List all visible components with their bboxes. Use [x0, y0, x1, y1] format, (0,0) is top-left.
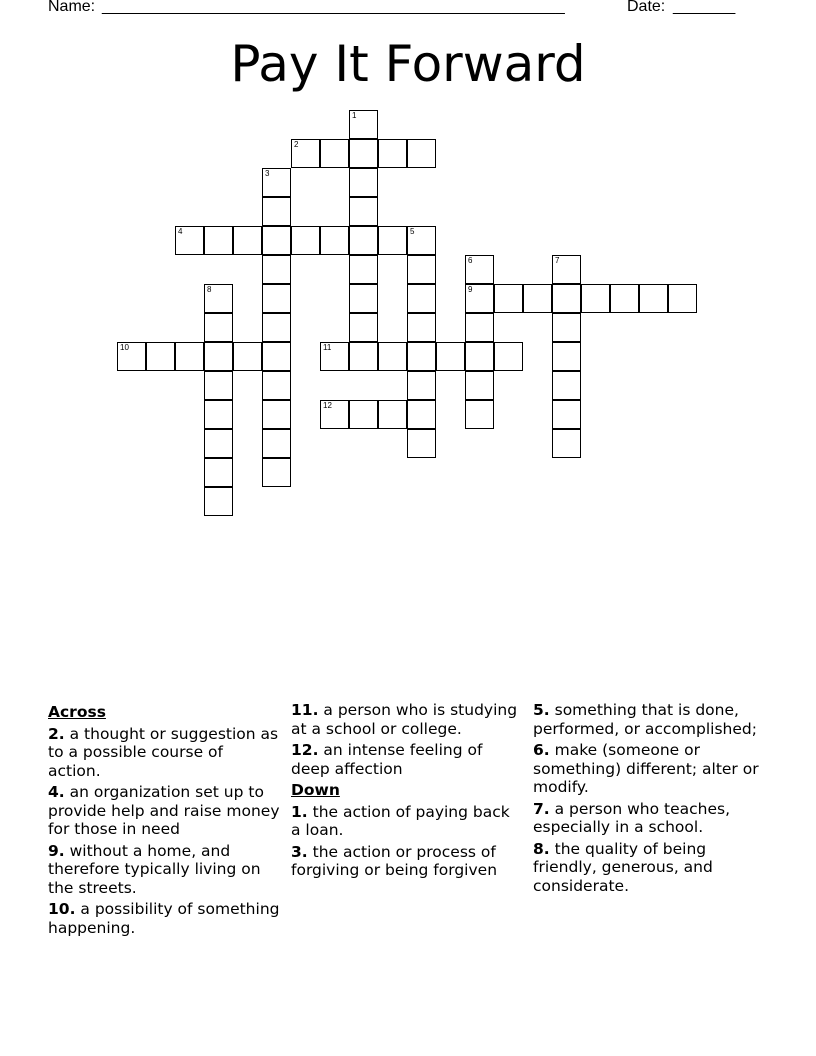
crossword-cell[interactable] — [204, 429, 233, 458]
crossword-cell[interactable] — [320, 400, 349, 429]
crossword-cell[interactable] — [204, 226, 233, 255]
crossword-cell[interactable] — [262, 371, 291, 400]
clues-column-3 — [533, 701, 773, 898]
clue-number: 9. — [48, 841, 65, 860]
clue-text: the action of paying back a loan. — [291, 802, 510, 839]
crossword-cell[interactable] — [175, 342, 204, 371]
clue-across-10 — [48, 900, 280, 937]
clue-text: make (someone or something) different; alter or modify. — [533, 741, 759, 796]
crossword-cell[interactable] — [262, 226, 291, 255]
clue-down-8 — [533, 840, 773, 896]
cell-number: 8 — [207, 285, 212, 294]
crossword-cell[interactable] — [204, 342, 233, 371]
clue-number: 7. — [533, 799, 550, 818]
crossword-cell[interactable] — [378, 226, 407, 255]
crossword-cell[interactable] — [378, 342, 407, 371]
crossword-cell[interactable] — [349, 168, 378, 197]
cell-number: 10 — [120, 343, 129, 352]
clue-number: 11. — [291, 701, 319, 719]
crossword-cell[interactable] — [465, 313, 494, 342]
clue-text: something that is done, performed, or accomplished; — [533, 701, 757, 738]
crossword-cell[interactable] — [349, 226, 378, 255]
clue-number: 8. — [533, 839, 550, 858]
crossword-cell[interactable] — [262, 255, 291, 284]
clue-text: a possibility of something happening. — [48, 900, 280, 937]
crossword-cell[interactable] — [262, 168, 291, 197]
crossword-cell[interactable] — [552, 255, 581, 284]
crossword-cell[interactable] — [320, 226, 349, 255]
clue-number: 2. — [48, 724, 65, 743]
clue-number: 6. — [533, 741, 550, 759]
crossword-cell[interactable] — [523, 284, 552, 313]
clue-across-2 — [48, 725, 280, 781]
crossword-cell[interactable] — [233, 226, 262, 255]
crossword-cell[interactable] — [349, 255, 378, 284]
crossword-cell[interactable] — [552, 342, 581, 371]
crossword-cell[interactable] — [494, 284, 523, 313]
cell-number: 6 — [468, 256, 473, 265]
crossword-cell[interactable] — [204, 400, 233, 429]
crossword-cell[interactable] — [407, 139, 436, 168]
clue-text: a thought or suggestion as to a possible course of action. — [48, 724, 279, 780]
crossword-cell[interactable] — [204, 371, 233, 400]
clue-text: without a home, and therefore typically living on the streets. — [48, 841, 261, 897]
crossword-cell[interactable] — [407, 313, 436, 342]
crossword-cell[interactable] — [291, 139, 320, 168]
date-blank-line[interactable]: _______ — [673, 0, 736, 15]
crossword-cell[interactable] — [175, 226, 204, 255]
crossword-cell[interactable] — [262, 313, 291, 342]
clue-number: 4. — [48, 783, 65, 801]
clue-down-7 — [533, 800, 773, 837]
clue-number: 12. — [291, 741, 319, 759]
name-label: Name: — [48, 0, 96, 15]
crossword-cell[interactable] — [552, 429, 581, 458]
cell-number: 5 — [410, 227, 415, 236]
clue-number: 1. — [291, 802, 308, 821]
clue-number: 3. — [291, 842, 308, 861]
crossword-cell[interactable] — [552, 400, 581, 429]
clues-column-1 — [48, 701, 280, 940]
crossword-cell[interactable] — [407, 429, 436, 458]
crossword-cell[interactable] — [552, 371, 581, 400]
clue-across-11 — [291, 701, 523, 738]
crossword-cell[interactable] — [117, 342, 146, 371]
crossword-cell[interactable] — [349, 313, 378, 342]
clue-down-1 — [291, 803, 523, 840]
clue-number: 5. — [533, 701, 550, 719]
clue-down-5 — [533, 701, 773, 738]
crossword-cell[interactable] — [494, 342, 523, 371]
clue-across-9 — [48, 842, 280, 898]
crossword-cell[interactable] — [349, 110, 378, 139]
cell-number: 1 — [352, 111, 357, 120]
crossword-cell[interactable] — [407, 226, 436, 255]
crossword-cell[interactable] — [465, 342, 494, 371]
crossword-cell[interactable] — [465, 284, 494, 313]
clue-text: the action or process of forgiving or being forgiven — [291, 842, 498, 879]
crossword-cell[interactable] — [262, 429, 291, 458]
crossword-cell[interactable] — [262, 342, 291, 371]
crossword-cell[interactable] — [349, 197, 378, 226]
crossword-cell[interactable] — [465, 400, 494, 429]
clue-text: a person who is studying at a school or college. — [291, 701, 518, 738]
crossword-cell[interactable] — [349, 139, 378, 168]
clue-down-6 — [533, 741, 773, 797]
crossword-cell[interactable] — [349, 342, 378, 371]
clue-text: an organization set up to provide help and raise money for those in need — [48, 783, 280, 838]
crossword-cell[interactable] — [610, 284, 639, 313]
crossword-cell[interactable] — [262, 284, 291, 313]
clues-column-2 — [291, 701, 523, 883]
cell-number: 11 — [323, 343, 332, 352]
cell-number: 7 — [555, 256, 560, 265]
cell-number: 9 — [468, 285, 473, 294]
cell-number: 2 — [294, 140, 299, 149]
name-blank-line[interactable]: ____________________________________________________ — [102, 0, 565, 15]
across-heading: Across — [48, 703, 106, 721]
crossword-cell[interactable] — [204, 458, 233, 487]
crossword-cell[interactable] — [436, 342, 465, 371]
clue-down-3 — [291, 843, 523, 880]
clue-number: 10. — [48, 900, 76, 918]
crossword-cell[interactable] — [349, 284, 378, 313]
crossword-cell[interactable] — [320, 139, 349, 168]
date-label: Date: — [627, 0, 666, 15]
crossword-cell[interactable] — [233, 342, 262, 371]
crossword-cell[interactable] — [639, 284, 668, 313]
crossword-cell[interactable] — [146, 342, 175, 371]
crossword-cell[interactable] — [407, 371, 436, 400]
crossword-cell[interactable] — [552, 284, 581, 313]
crossword-cell[interactable] — [291, 226, 320, 255]
crossword-cell[interactable] — [262, 197, 291, 226]
clue-text: the quality of being friendly, generous, and considerate. — [533, 839, 713, 895]
crossword-cell[interactable] — [262, 400, 291, 429]
down-heading: Down — [291, 781, 340, 799]
clue-across-4 — [48, 783, 280, 839]
crossword-cell[interactable] — [407, 400, 436, 429]
crossword-cell[interactable] — [407, 255, 436, 284]
crossword-cell[interactable] — [320, 342, 349, 371]
crossword-cell[interactable] — [378, 139, 407, 168]
clue-text: an intense feeling of deep affection — [291, 741, 483, 778]
crossword-cell[interactable] — [668, 284, 697, 313]
crossword-cell[interactable] — [407, 342, 436, 371]
page-title: Pay It Forward — [230, 35, 586, 93]
crossword-cell[interactable] — [465, 255, 494, 284]
crossword-cell[interactable] — [407, 284, 436, 313]
crossword-cell[interactable] — [465, 371, 494, 400]
crossword-cell[interactable] — [262, 458, 291, 487]
crossword-cell[interactable] — [378, 400, 407, 429]
crossword-cell[interactable] — [552, 313, 581, 342]
clue-text: a person who teaches, especially in a school. — [533, 799, 731, 836]
cell-number: 12 — [323, 401, 332, 410]
crossword-cell[interactable] — [349, 400, 378, 429]
cell-number: 4 — [178, 227, 183, 236]
crossword-cell[interactable] — [204, 284, 233, 313]
crossword-cell[interactable] — [204, 487, 233, 516]
clue-across-12 — [291, 741, 523, 778]
crossword-cell[interactable] — [581, 284, 610, 313]
crossword-cell[interactable] — [204, 313, 233, 342]
cell-number: 3 — [265, 169, 270, 178]
